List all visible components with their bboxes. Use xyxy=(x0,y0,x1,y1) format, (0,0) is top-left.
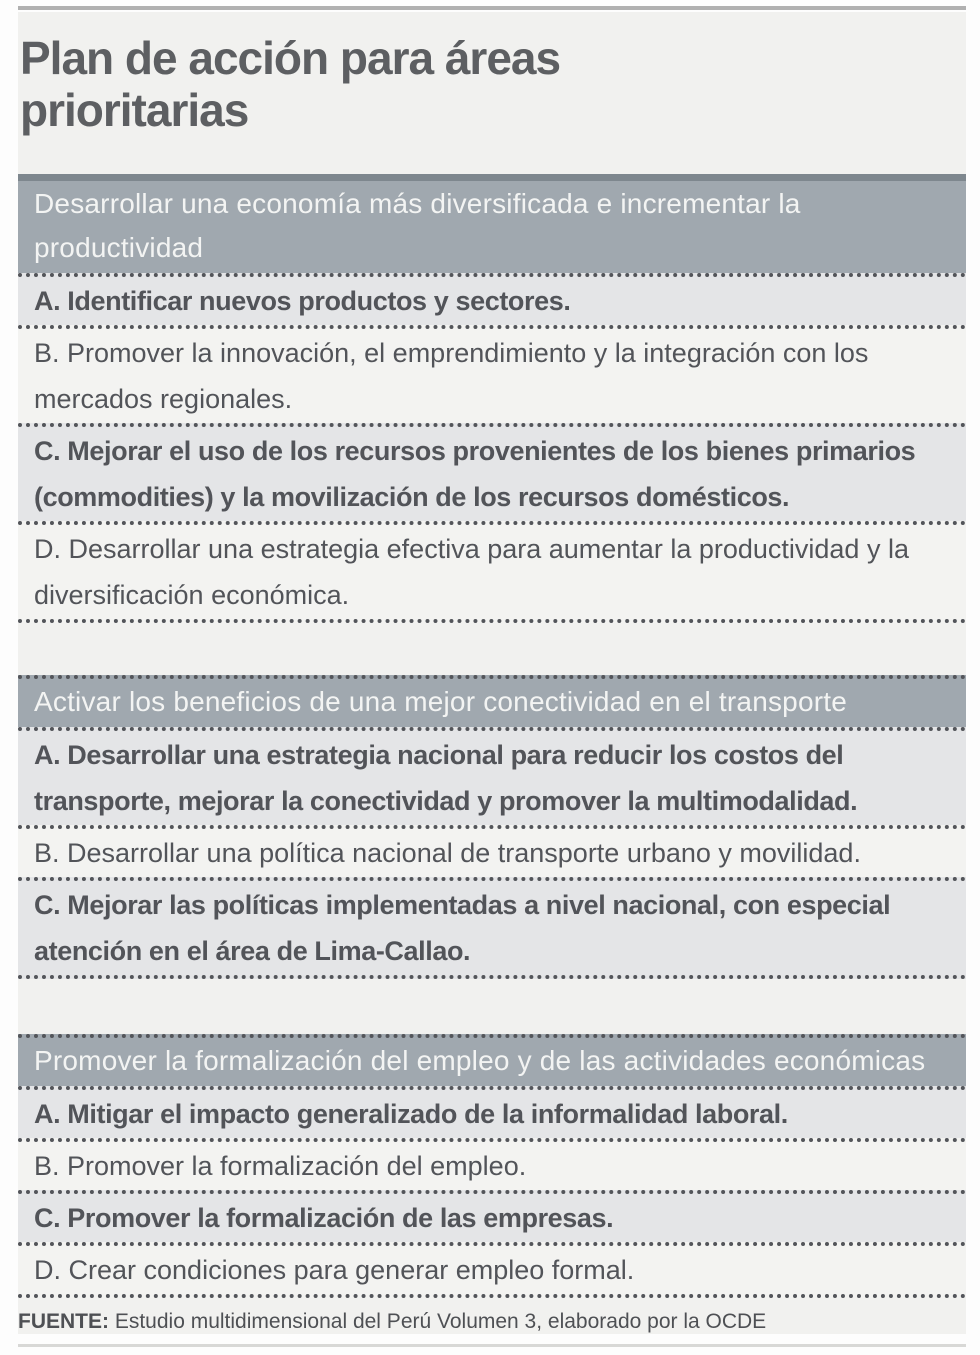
section-transport-connectivity xyxy=(18,675,966,979)
source-label: FUENTE: xyxy=(18,1310,109,1333)
section-employment-formalization xyxy=(18,1034,966,1298)
action-item: B. Promover la innovación, el emprendimiento y la integración con los mercados regionales. xyxy=(18,325,966,423)
section-diversified-economy xyxy=(18,174,966,623)
section-header: Desarrollar una economía más diversificada e incrementar la productividad xyxy=(18,174,966,273)
source-note xyxy=(18,1310,966,1334)
top-rule xyxy=(18,6,966,10)
action-item: A. Identificar nuevos productos y sectores. xyxy=(18,273,966,325)
source-text: Estudio multidimensional del Perú Volumen 3, elaborado por la OCDE xyxy=(109,1310,767,1333)
action-item: C. Promover la formalización de las empresas. xyxy=(18,1190,966,1242)
action-item: C. Mejorar las políticas implementadas a nivel nacional, con especial atención en el área de Lima-Callao. xyxy=(18,877,966,979)
section-header: Promover la formalización del empleo y de las actividades económicas xyxy=(18,1034,966,1086)
action-item: C. Mejorar el uso de los recursos provenientes de los bienes primarios (commodities) y la movilización de los recursos domésticos. xyxy=(18,423,966,521)
action-item: B. Desarrollar una política nacional de transporte urbano y movilidad. xyxy=(18,825,966,877)
page-title: Plan de acción para áreas prioritarias xyxy=(20,32,561,136)
action-item: A. Mitigar el impacto generalizado de la informalidad laboral. xyxy=(18,1086,966,1138)
action-item: D. Crear condiciones para generar empleo formal. xyxy=(18,1242,966,1298)
action-item: B. Promover la formalización del empleo. xyxy=(18,1138,966,1190)
section-header: Activar los beneficios de una mejor conectividad en el transporte xyxy=(18,675,966,727)
bottom-rule xyxy=(18,1344,966,1347)
action-item: A. Desarrollar una estrategia nacional para reducir los costos del transporte, mejorar la conectividad y promover la multimodalidad. xyxy=(18,727,966,825)
action-item: D. Desarrollar una estrategia efectiva para aumentar la productividad y la diversificación económica. xyxy=(18,521,966,623)
content-panel xyxy=(18,12,966,1334)
